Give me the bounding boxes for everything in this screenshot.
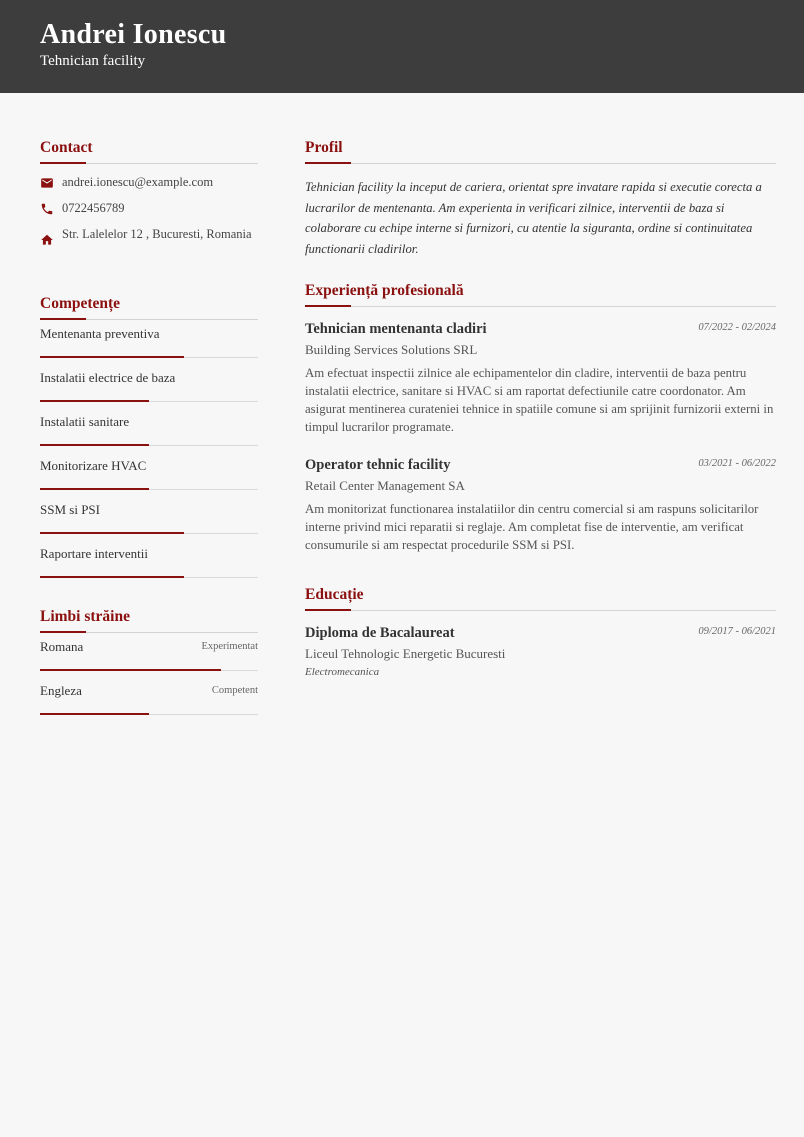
job-date: 07/2022 - 02/2024 xyxy=(698,322,776,333)
person-role: Tehnician facility xyxy=(40,53,146,69)
resume-header xyxy=(0,0,804,93)
language-level-bar xyxy=(40,713,149,715)
study-field: Electromecanica xyxy=(305,666,380,678)
skill-item xyxy=(40,490,258,534)
job-date: 03/2021 - 06/2022 xyxy=(698,458,776,469)
skills-title: Competențe xyxy=(40,294,258,320)
contact-phone xyxy=(40,201,258,216)
languages-list xyxy=(40,627,258,715)
experience-item xyxy=(305,456,776,554)
education-date: 09/2017 - 06/2021 xyxy=(698,626,776,637)
skill-label: SSM si PSI xyxy=(40,502,100,517)
profile-text: Tehnician facility la inceput de cariera, orientat spre invatare rapida si executie corecta a lucrarilor de mentenanta. Am experienta in verificari zilnice, interventii de baza si colaborare cu echipe interne si furnizori, cu atentie la siguranta, ordine si continuitatea functionarii cladirilor. xyxy=(305,180,762,256)
skill-label: Monitorizare HVAC xyxy=(40,458,147,473)
skills-section xyxy=(40,294,258,578)
experience-title: Experiență profesională xyxy=(305,281,776,307)
contact-title: Contact xyxy=(40,138,258,164)
skill-label: Mentenanta preventiva xyxy=(40,326,160,341)
degree-title: Diploma de Bacalaureat xyxy=(305,625,455,641)
school-name: Liceul Tehnologic Energetic Bucuresti xyxy=(305,646,506,661)
education-item xyxy=(305,624,776,678)
job-title: Operator tehnic facility xyxy=(305,457,451,473)
skill-label: Raportare interventii xyxy=(40,546,148,561)
job-description: Am monitorizat functionarea instalatiilor din centru comercial si am raspuns solicitarilor interne privind mici reparatii si reglaje. Am completat fise de interventie, am verificat consumurile si am respectat procedurile SSM si PSI. xyxy=(305,502,759,552)
contact-section xyxy=(40,138,258,258)
address-text: Str. Lalelelor 12 , Bucuresti, Romania xyxy=(62,227,252,241)
phone-text[interactable]: 0722456789 xyxy=(62,201,125,215)
language-level: Competent xyxy=(211,685,258,696)
job-company: Retail Center Management SA xyxy=(305,478,465,493)
skill-item xyxy=(40,358,258,402)
contact-address xyxy=(40,227,258,247)
phone-icon xyxy=(40,202,54,216)
contact-email xyxy=(40,175,258,190)
language-label: Engleza xyxy=(40,683,82,698)
experience-item xyxy=(305,320,776,436)
language-label: Romana xyxy=(40,639,84,654)
experience-section xyxy=(305,281,776,554)
email-text[interactable]: andrei.ionescu@example.com xyxy=(62,175,214,189)
languages-title: Limbi străine xyxy=(40,607,258,633)
job-company: Building Services Solutions SRL xyxy=(305,342,478,357)
skill-label: Instalatii electrice de baza xyxy=(40,370,176,385)
job-title: Tehnician mentenanta cladiri xyxy=(305,321,487,337)
contact-list xyxy=(40,175,258,247)
person-name: Andrei Ionescu xyxy=(40,19,227,50)
skill-item xyxy=(40,402,258,446)
job-description: Am efectuat inspectii zilnice ale echipamentelor din cladire, interventii de baza pentru instalatii electrice, sanitare si HVAC si am raportat defectiunile catre coordonator. Am asigurat mentinerea curateniei tehnice in spatiile comune si am sprijinit furnizorii externi in timpul lucrarilor programate. xyxy=(305,366,774,434)
profile-section xyxy=(305,138,776,259)
skill-item xyxy=(40,446,258,490)
education-title: Educație xyxy=(305,585,776,611)
skill-level-bar xyxy=(40,576,184,578)
skill-label: Instalatii sanitare xyxy=(40,414,130,429)
home-icon xyxy=(40,233,54,247)
skill-item xyxy=(40,314,258,358)
language-item xyxy=(40,627,258,671)
language-level: Experimentat xyxy=(201,641,258,652)
skill-item xyxy=(40,534,258,578)
languages-section xyxy=(40,607,258,715)
language-item xyxy=(40,671,258,715)
education-section xyxy=(305,585,776,678)
skills-list xyxy=(40,314,258,578)
mail-icon xyxy=(40,176,54,190)
profile-title: Profil xyxy=(305,138,776,164)
